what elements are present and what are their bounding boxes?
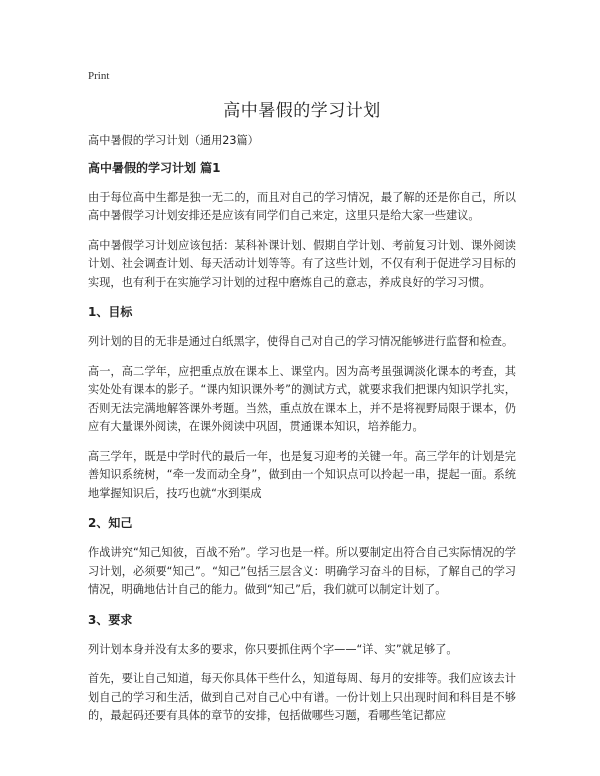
page-title: 高中暑假的学习计划: [223, 101, 381, 121]
know-self-paragraph-1: 作战讲究“知己知彼，百战不殆”。学习也是一样。所以要制定出符合自己实际情况的学习计划，必须要“知己”。“知己”包括三层含义：明确学习奋斗的目标，了解自己的学习情况，明确地估计自己的能力。做到“知己”后，我们就可以制定计划了。: [88, 546, 516, 596]
goal-paragraph-1: 列计划的目的无非是通过白纸黑字，使得自己对自己的学习情况能够进行监督和检查。: [88, 335, 514, 348]
requirements-paragraph-1: 列计划本身并没有太多的要求，你只要抓住两个字——“详、实”就足够了。: [88, 642, 458, 656]
requirements-paragraph-2: 首先，要让自己知道，每天你具体干些什么，知道每周、每月的安排等。我们应该去计划自己的学习和生活，做到自己对自己心中有谱。一份计划上只出现时间和科目是不够的，最起码还要有具体的章节的安排，包括做哪些习题，看哪些笔记都应: [88, 672, 516, 722]
intro-paragraph-2: 高中暑假学习计划应该包括：某科补课计划、假期自学计划、考前复习计划、课外阅读计划、社会调查计划、每天活动计划等等。有了这些计划，不仅有利于促进学习目标的实现，也有利于在实施学习计划的过程中磨炼自己的意志，养成良好的学习习惯。: [88, 238, 516, 289]
section-heading: 高中暑假的学习计划 篇1: [88, 160, 221, 175]
intro-paragraph-1: 由于每位高中生都是独一无二的，而且对自己的学习情况，最了解的还是你自己，所以高中暑假学习计划安排还是应该有同学们自己来定，这里只是给大家一些建议。: [88, 190, 516, 222]
goal-paragraph-3: 高三学年，既是中学时代的最后一年，也是复习迎考的关键一年。高三学年的计划是完善知识系统树，“牵一发而动全身”，做到由一个知识点可以拎起一串，提起一面。系统地掌握知识后，技巧也就“水到渠成: [88, 449, 516, 500]
heading-know-self: 2、知己: [88, 516, 133, 530]
heading-goal: 1、目标: [88, 305, 133, 319]
document-body: [88, 132, 516, 737]
heading-requirements: 3、要求: [88, 612, 133, 627]
document-subtitle: 高中暑假的学习计划（通用23篇）: [88, 134, 259, 147]
goal-paragraph-2: 高一，高二学年，应把重点放在课本上、课堂内。因为高考虽强调淡化课本的考查，其实处处有课本的影子。“课内知识课外考”的测试方式，就要求我们把课内知识学扎实，否则无法完满地解答课外考题。当然，重点放在课本上，并不是将视野局限于课本，仍应有大量课外阅读，在课外阅读中巩固，贯通课本知识，培养能力。: [88, 364, 516, 433]
print-link[interactable]: Print: [88, 70, 110, 82]
